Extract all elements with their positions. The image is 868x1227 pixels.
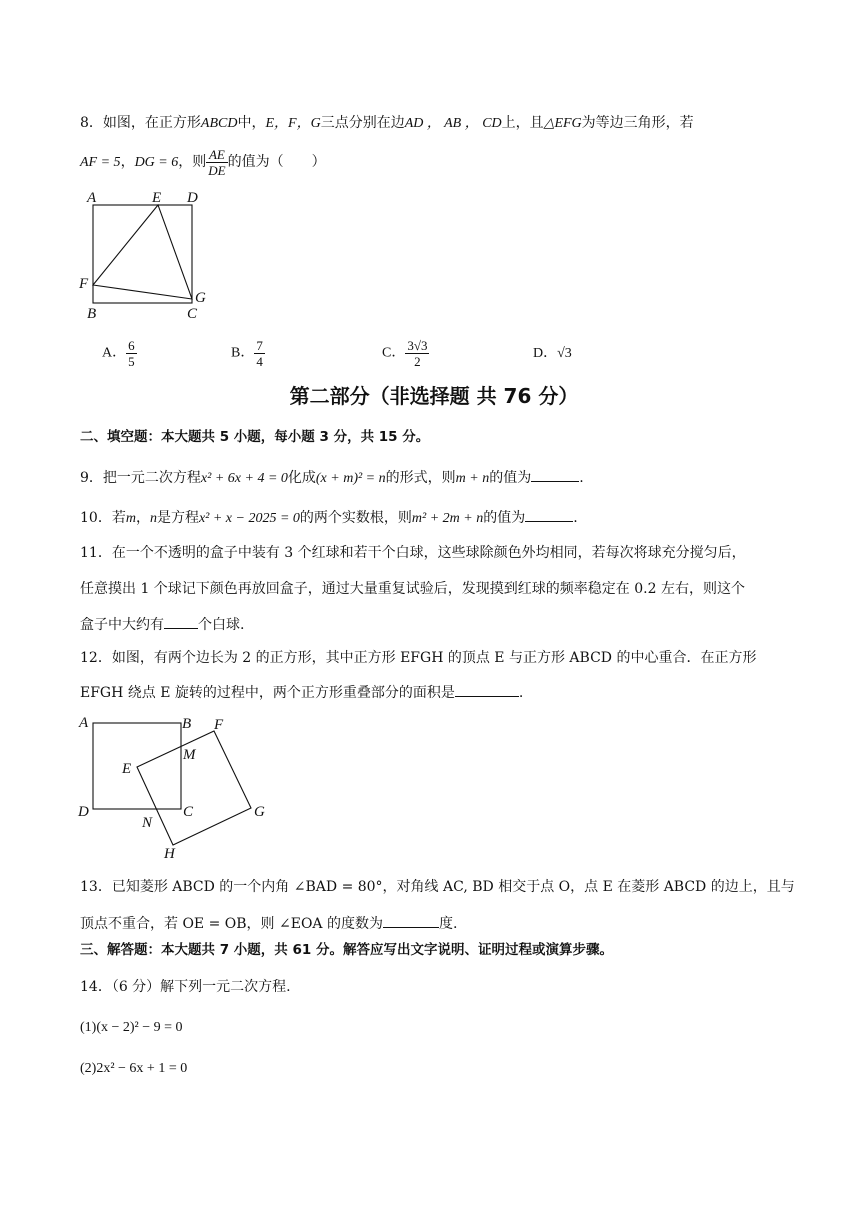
- q12-label-g: G: [254, 804, 265, 820]
- q11-line1: 11．在一个不透明的盒子中装有 3 个红球和若干个白球，这些球除颜色外均相同，若每次将球充分搅匀后，: [80, 545, 746, 561]
- q8-text-e: 为等边三角形，若: [581, 115, 694, 131]
- q8-efg-list: E，F，G: [265, 116, 321, 131]
- section3-title: 三、解答题：本大题共 7 小题，共 61 分。解答应写出文字说明、证明过程或演算步骤。: [80, 942, 613, 958]
- q12-label-b: B: [182, 716, 192, 732]
- q9-end: .: [579, 470, 584, 486]
- q8-option-d-value: √3: [557, 346, 572, 361]
- q9-number: 9．: [80, 470, 103, 486]
- q12-label-f: F: [214, 717, 224, 733]
- q8-triangle-efg: [93, 205, 192, 299]
- q8-line1: [80, 113, 694, 134]
- q13-line1: 13．已知菱形 ABCD 的一个内角 ∠BAD = 80°，对角线 AC, BD 相交于点 O，点 E 在菱形 ABCD 的边上，且与: [80, 879, 795, 895]
- part2-heading: 第二部分（非选择题 共 76 分）: [289, 384, 579, 408]
- q12-label-h: H: [164, 846, 175, 862]
- q8-figure: [76, 184, 216, 324]
- q10-n: n: [149, 511, 157, 526]
- q8-label-a: A: [87, 190, 97, 206]
- q9-text-a: 把一元二次方程: [102, 470, 201, 486]
- q8-option-c[interactable]: [382, 338, 429, 369]
- q10-text-c: 的两个实数根，则: [299, 510, 412, 526]
- q8-option-a-frac: [126, 338, 137, 369]
- q9-line: [80, 467, 584, 489]
- q10-m: m: [125, 511, 136, 526]
- q8-number: 8．: [80, 115, 103, 131]
- q12-figure: [74, 712, 274, 862]
- q12-line1: 12．如图，有两个边长为 2 的正方形，其中正方形 EFGH 的顶点 E 与正方形 ABCD 的中心重合．在正方形: [80, 650, 757, 666]
- q8-option-a-letter: A．: [102, 345, 127, 361]
- q8-text-b: 中，: [237, 115, 266, 131]
- q8-line2: [80, 146, 326, 179]
- q14-title: 14．（6 分）解下列一元二次方程.: [80, 979, 291, 995]
- q12-label-d: D: [78, 804, 89, 820]
- q14-part1: (1)(x − 2)² − 9 = 0: [80, 1020, 183, 1035]
- q8-option-b-den: 4: [256, 354, 263, 369]
- q8-option-d-letter: D．: [533, 346, 558, 361]
- q8-square: [93, 205, 192, 303]
- q12-label-n: N: [142, 815, 153, 831]
- q8-option-c-letter: C．: [382, 345, 406, 361]
- q8-label-c: C: [187, 306, 198, 322]
- q8-option-a[interactable]: [102, 338, 137, 369]
- q9-text-c: 的形式，则: [385, 470, 456, 486]
- q8-fraction: [206, 147, 227, 178]
- q9-answer-blank[interactable]: [531, 467, 579, 482]
- q8-option-b-letter: B．: [231, 345, 255, 361]
- q10-comma: ，: [135, 510, 150, 526]
- q9-eq1: x² + 6x + 4 = 0: [200, 471, 288, 486]
- q10-line: [80, 507, 578, 529]
- q8-option-c-den: 2: [414, 354, 421, 369]
- q11-line3-b: 个白球.: [198, 617, 245, 633]
- q9-expr: m + n: [455, 471, 490, 486]
- q8-label-f: F: [79, 276, 89, 292]
- q8-frac-den: DE: [208, 162, 226, 178]
- q8-option-b-num: 7: [256, 338, 263, 353]
- q10-end: .: [573, 510, 578, 526]
- q14-part2: (2)2x² − 6x + 1 = 0: [80, 1061, 188, 1076]
- q12-label-a: A: [79, 715, 89, 731]
- q8-text-f: ，则: [178, 154, 207, 170]
- q10-text-d: 的值为: [483, 510, 526, 526]
- q8-option-b[interactable]: [231, 338, 265, 369]
- q9-text-d: 的值为: [489, 470, 532, 486]
- q8-triangle: △EFG: [543, 116, 582, 131]
- q8-option-b-frac: [254, 338, 265, 369]
- q10-answer-blank[interactable]: [525, 507, 573, 522]
- q8-af: AF = 5: [80, 155, 121, 170]
- q12-label-e: E: [122, 761, 132, 777]
- q8-text-g: 的值为（ ）: [227, 154, 326, 170]
- q12-line2: [80, 682, 523, 703]
- q11-line3: [80, 614, 244, 635]
- q8-label-d: D: [187, 190, 198, 206]
- q10-expr: m² + 2m + n: [411, 511, 484, 526]
- q8-option-a-num: 6: [128, 338, 135, 353]
- q8-option-d[interactable]: [533, 342, 572, 362]
- q13-line2-b: 度.: [438, 916, 458, 932]
- q8-frac-num: AE: [206, 147, 227, 163]
- q8-option-c-num: 3√3: [407, 338, 428, 353]
- q8-text-c: 三点分别在边: [320, 115, 405, 131]
- section2-title: 二、填空题：本大题共 5 小题，每小题 3 分，共 15 分。: [80, 429, 430, 445]
- q8-option-a-den: 5: [128, 354, 135, 369]
- q8-abcd: ABCD: [200, 116, 238, 131]
- q8-text-d: 上，且: [501, 115, 544, 131]
- q13-answer-blank[interactable]: [383, 913, 439, 928]
- q8-label-e: E: [152, 190, 162, 206]
- q8-label-g: G: [195, 290, 206, 306]
- q11-line3-a: 盒子中大约有: [80, 617, 164, 633]
- q10-eq: x² + x − 2025 = 0: [198, 511, 300, 526]
- q12-label-c: C: [183, 804, 194, 820]
- q8-text-a: 如图，在正方形: [102, 115, 201, 131]
- q10-number: 10．: [80, 510, 112, 526]
- q12-answer-blank[interactable]: [455, 682, 519, 697]
- q10-text-a: 若: [111, 510, 126, 526]
- q8-edges: AD ， AB ， CD: [404, 116, 502, 131]
- q8-option-c-frac: [405, 338, 429, 369]
- q8-label-b: B: [87, 306, 97, 322]
- q8-sep: ，: [120, 154, 135, 170]
- q10-text-b: 是方程: [156, 510, 199, 526]
- q12-line2-a: EFGH 绕点 E 旋转的过程中，两个正方形重叠部分的面积是: [80, 685, 455, 701]
- q9-eq2: (x + m)² = n: [315, 471, 386, 486]
- q12-square-abcd: [93, 723, 181, 809]
- q8-dg: DG = 6: [134, 155, 179, 170]
- q12-label-m: M: [183, 747, 196, 763]
- q9-text-b: 化成: [287, 470, 316, 486]
- q13-line2-a: 顶点不重合，若 OE = OB，则 ∠EOA 的度数为: [80, 916, 383, 932]
- q11-answer-blank[interactable]: [164, 614, 198, 629]
- q11-line2: 任意摸出 1 个球记下颜色再放回盒子，通过大量重复试验后，发现摸到红球的频率稳定在 0.2 左右，则这个: [80, 581, 745, 597]
- q12-line2-b: .: [518, 685, 524, 701]
- q13-line2: [80, 913, 457, 934]
